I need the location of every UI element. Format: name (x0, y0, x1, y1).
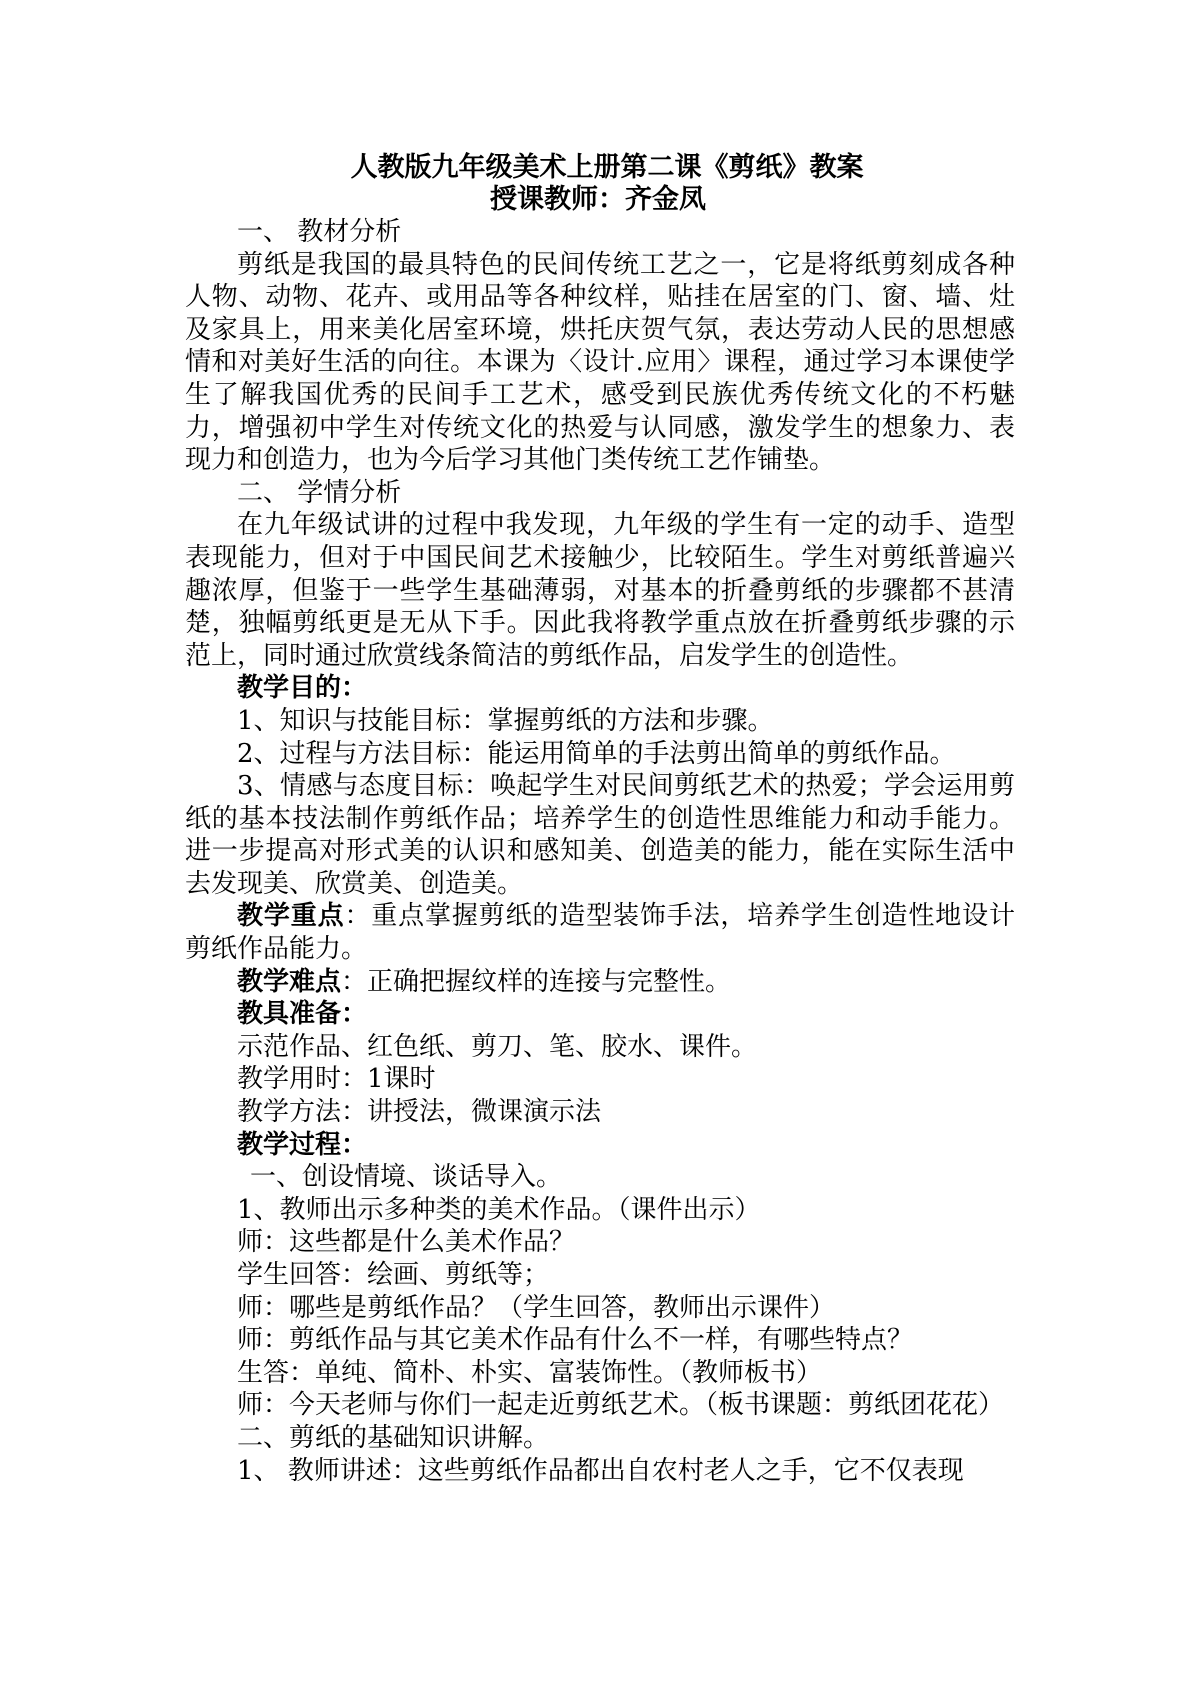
step1-item: 1、教师出示多种类的美术作品。（课件出示） (237, 1194, 761, 1225)
difficulty-point (185, 966, 1015, 999)
document-title: 人教版九年级美术上册第二课《剪纸》教案 (350, 152, 864, 183)
dialog-4: 师：剪纸作品与其它美术作品有什么不一样，有哪些特点？ (237, 1325, 914, 1356)
goals-heading: 教学目的： (237, 673, 368, 704)
teacher-line: 授课教师：齐金凤 (490, 184, 706, 215)
dialog-6: 师：今天老师与你们一起走近剪纸艺术。（板书课题：剪纸团花花） (237, 1390, 1005, 1421)
key-text: ：重点掌握剪纸的造型装饰手法，培养学生创造性地设计剪纸作品能力。 (185, 901, 1015, 965)
tools-heading: 教具准备： (237, 999, 368, 1030)
goal-3: 3、情感与态度目标：唤起学生对民间剪纸艺术的热爱；学会运用剪纸的基本技法制作剪纸作品；培养学生的创造性思维能力和动手能力。进一步提高对形式美的认识和感知美、创造美的能力，能在实际生活中去发现美、欣赏美、创造美。 (185, 771, 1015, 899)
section2-heading: 二、 学情分析 (237, 477, 402, 508)
section1-paragraph: 剪纸是我国的最具特色的民间传统工艺之一，它是将纸剪刻成各种人物、动物、花卉、或用品等各种纹样，贴挂在居室的门、窗、墙、灶及家具上，用来美化居室环境，烘托庆贺气氛，表达劳动人民的思想感情和对美好生活的向往。本课为〈设计.应用〉课程，通过学习本课使学生了解我国优秀的民间手工艺术，感受到民族优秀传统文化的不朽魅力，增强初中学生对传统文化的热爱与认同感，激发学生的想象力、表现力和创造力，也为今后学习其他门类传统工艺作铺垫。 (185, 249, 1015, 476)
dialog-5: 生答：单纯、简朴、朴实、富装饰性。（教师板书） (237, 1357, 823, 1388)
step2-heading: 二、剪纸的基础知识讲解。 (237, 1422, 550, 1453)
key-point (185, 900, 1015, 965)
method-text: 教学方法：讲授法，微课演示法 (237, 1097, 602, 1128)
tools-text: 示范作品、红色纸、剪刀、笔、胶水、课件。 (237, 1031, 758, 1062)
section1-heading: 一、 教材分析 (237, 217, 402, 247)
document-page (185, 152, 1015, 1487)
key-label: 教学重点 (237, 901, 345, 932)
dialog-2: 学生回答：绘画、剪纸等； (237, 1260, 550, 1290)
section2-paragraph: 在九年级试讲的过程中我发现，九年级的学生有一定的动手、造型表现能力，但对于中国民间艺术接触少，比较陌生。学生对剪纸普遍兴趣浓厚，但鉴于一些学生基础薄弱，对基本的折叠剪纸的步骤都不甚清楚，独幅剪纸更是无从下手。因此我将教学重点放在折叠剪纸步骤的示范上，同时通过欣赏线条简洁的剪纸作品，启发学生的创造性。 (185, 510, 1015, 671)
goal-1: 1、知识与技能目标：掌握剪纸的方法和步骤。 (237, 705, 774, 736)
dialog-3: 师：哪些是剪纸作品？（学生回答，教师出示课件） (237, 1292, 836, 1323)
dialog-1: 师：这些都是什么美术作品？ (237, 1227, 576, 1258)
step2-item: 1、 教师讲述：这些剪纸作品都出自农村老人之手，它不仅表现 (237, 1455, 964, 1486)
step1-heading: 一、创设情境、谈话导入。 (250, 1162, 563, 1193)
difficulty-label: 教学难点 (237, 966, 342, 997)
difficulty-text: ：正确把握纹样的连接与完整性。 (341, 966, 732, 997)
time-text: 教学用时：1课时 (237, 1064, 436, 1095)
goal-2: 2、过程与方法目标：能运用简单的手法剪出简单的剪纸作品。 (237, 738, 956, 769)
process-heading: 教学过程： (237, 1129, 368, 1160)
